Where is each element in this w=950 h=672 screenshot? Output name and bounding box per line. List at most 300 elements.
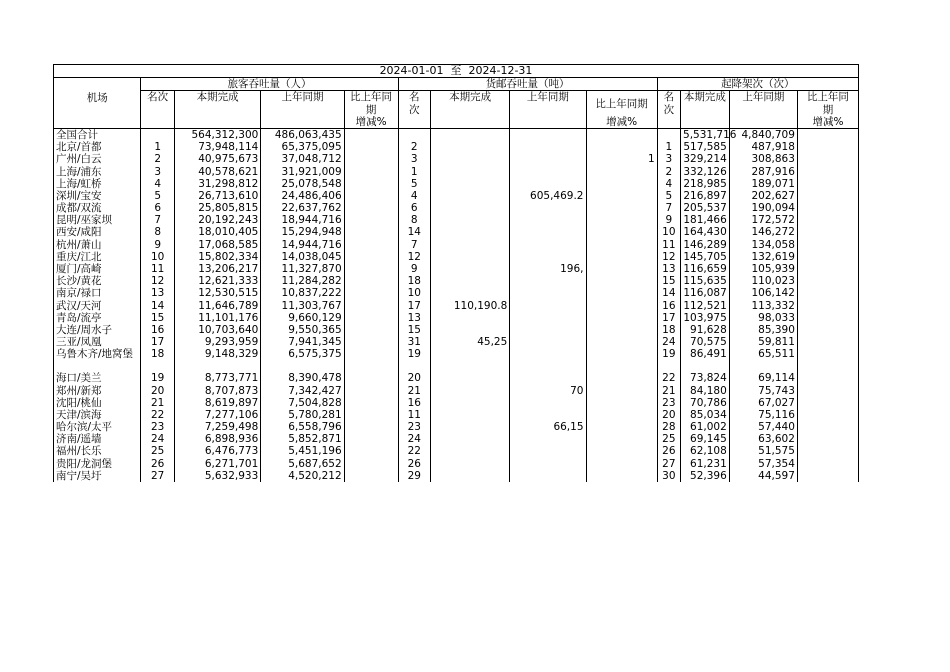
movement-rank: 25	[657, 433, 680, 445]
movement-current: 70,575	[681, 336, 730, 348]
passenger-current: 5,632,933	[174, 470, 260, 482]
cargo-yoy	[586, 348, 657, 372]
table-row	[54, 239, 859, 251]
cargo-last-year	[510, 239, 586, 251]
passenger-yoy	[344, 202, 398, 214]
passenger-yoy	[344, 445, 398, 457]
airport-name: 哈尔滨/太平	[54, 421, 141, 433]
passenger-current: 10,703,640	[174, 324, 260, 336]
cargo-yoy	[586, 445, 657, 457]
airport-name: 乌鲁木齐/地窝堡	[54, 348, 141, 372]
passenger-rank: 2	[141, 153, 175, 165]
cargo-rank: 23	[398, 421, 431, 433]
movement-rank: 18	[657, 324, 680, 336]
passenger-rank: 16	[141, 324, 175, 336]
cargo-last-year	[510, 178, 586, 190]
passenger-current: 18,010,405	[174, 226, 260, 238]
passenger-last-year: 9,660,129	[261, 312, 344, 324]
movement-last-year: 172,572	[729, 214, 797, 226]
cargo-current	[431, 275, 510, 287]
passenger-rank: 9	[141, 239, 175, 251]
cargo-rank-header-line2: 次	[398, 104, 431, 116]
cargo-current	[431, 178, 510, 190]
airport-name: 杭州/萧山	[54, 239, 141, 251]
cargo-rank-header-blank	[398, 116, 431, 129]
cargo-last-year	[510, 372, 586, 384]
passenger-last-year: 25,078,548	[261, 178, 344, 190]
movement-current: 145,705	[681, 251, 730, 263]
movement-last-year: 69,114	[729, 372, 797, 384]
passenger-current: 26,713,610	[174, 190, 260, 202]
passenger-yoy	[344, 141, 398, 153]
passenger-current: 8,619,897	[174, 397, 260, 409]
movement-last-year: 287,916	[729, 166, 797, 178]
passenger-current: 40,578,621	[174, 166, 260, 178]
passenger-yoy	[344, 263, 398, 275]
passenger-last-year: 11,303,767	[261, 300, 344, 312]
table-row	[54, 202, 859, 214]
table-row	[54, 324, 859, 336]
cargo-rank: 5	[398, 178, 431, 190]
cargo-yoy	[586, 166, 657, 178]
total-name: 全国合计	[54, 128, 141, 141]
passenger-last-year: 5,687,652	[261, 458, 344, 470]
movement-rank: 15	[657, 275, 680, 287]
passenger-last-year: 11,327,870	[261, 263, 344, 275]
passenger-rank: 11	[141, 263, 175, 275]
cargo-yoy	[586, 287, 657, 299]
movement-yoy	[797, 251, 858, 263]
passenger-rank: 1	[141, 141, 175, 153]
movement-rank: 1	[657, 141, 680, 153]
movement-yoy	[797, 312, 858, 324]
cargo-rank: 21	[398, 385, 431, 397]
passenger-rank: 26	[141, 458, 175, 470]
passenger-current: 8,773,771	[174, 372, 260, 384]
movement-rank: 16	[657, 300, 680, 312]
cargo-yoy	[586, 239, 657, 251]
movement-rank: 20	[657, 409, 680, 421]
movement-current: 205,537	[681, 202, 730, 214]
movement-rank: 11	[657, 239, 680, 251]
cargo-rank: 7	[398, 239, 431, 251]
movement-yoy	[797, 348, 858, 372]
passenger-current: 15,802,334	[174, 251, 260, 263]
passenger-rank: 8	[141, 226, 175, 238]
movement-last-year: 146,272	[729, 226, 797, 238]
movement-current: 332,126	[681, 166, 730, 178]
cargo-current	[431, 324, 510, 336]
passenger-rank: 24	[141, 433, 175, 445]
passenger-current: 40,975,673	[174, 153, 260, 165]
cargo-last-year	[510, 214, 586, 226]
movement-yoy	[797, 324, 858, 336]
cargo-last-year	[510, 287, 586, 299]
passenger-yoy	[344, 409, 398, 421]
passenger-yoy	[344, 470, 398, 482]
passenger-current: 7,277,106	[174, 409, 260, 421]
passenger-current: 6,271,701	[174, 458, 260, 470]
movement-group-header: 起降架次（次）	[657, 78, 858, 91]
movement-last-year: 98,033	[729, 312, 797, 324]
movement-last-year: 75,116	[729, 409, 797, 421]
airport-name: 济南/遥墙	[54, 433, 141, 445]
passenger-rank: 13	[141, 287, 175, 299]
cargo-current	[431, 458, 510, 470]
passenger-last-year: 5,780,281	[261, 409, 344, 421]
cargo-current	[431, 470, 510, 482]
movement-yoy	[797, 409, 858, 421]
cargo-current-header: 本期完成	[431, 91, 510, 129]
movement-current: 116,659	[681, 263, 730, 275]
passenger-rank: 6	[141, 202, 175, 214]
movement-last-year: 105,939	[729, 263, 797, 275]
cargo-yoy	[586, 372, 657, 384]
passenger-yoy	[344, 239, 398, 251]
passenger-current: 11,646,789	[174, 300, 260, 312]
cargo-yoy	[586, 312, 657, 324]
movement-rank: 4	[657, 178, 680, 190]
passenger-yoy	[344, 312, 398, 324]
movement-rank: 13	[657, 263, 680, 275]
passenger-rank: 7	[141, 214, 175, 226]
passenger-yoy	[344, 275, 398, 287]
movement-yoy-header-line2: 期	[797, 104, 858, 116]
period-title	[54, 65, 859, 78]
cargo-rank: 19	[398, 348, 431, 372]
airport-statistics-table	[53, 64, 859, 482]
table-row	[54, 421, 859, 433]
passenger-current: 12,530,515	[174, 287, 260, 299]
cargo-last-year	[510, 226, 586, 238]
movement-rank: 10	[657, 226, 680, 238]
movement-rank: 9	[657, 214, 680, 226]
cargo-rank: 20	[398, 372, 431, 384]
cargo-last-year-header: 上年同期	[510, 91, 586, 129]
cargo-rank: 24	[398, 433, 431, 445]
movement-yoy	[797, 153, 858, 165]
cargo-current	[431, 251, 510, 263]
passenger-current: 73,948,114	[174, 141, 260, 153]
movement-rank: 26	[657, 445, 680, 457]
movement-rank: 28	[657, 421, 680, 433]
passenger-yoy	[344, 421, 398, 433]
passenger-last-year: 31,921,009	[261, 166, 344, 178]
passenger-rank: 20	[141, 385, 175, 397]
cargo-rank: 12	[398, 251, 431, 263]
table-row	[54, 263, 859, 275]
cargo-current	[431, 166, 510, 178]
movement-current: 85,034	[681, 409, 730, 421]
passenger-current-header: 本期完成	[174, 91, 260, 129]
airport-name: 昆明/巫家坝	[54, 214, 141, 226]
table-row	[54, 287, 859, 299]
airport-name: 北京/首都	[54, 141, 141, 153]
movement-last-year: 65,511	[729, 348, 797, 372]
passenger-last-year: 7,504,828	[261, 397, 344, 409]
movement-yoy	[797, 166, 858, 178]
movement-last-year: 59,811	[729, 336, 797, 348]
movement-current: 146,289	[681, 239, 730, 251]
movement-last-year: 110,023	[729, 275, 797, 287]
passenger-rank: 22	[141, 409, 175, 421]
movement-last-year: 132,619	[729, 251, 797, 263]
passenger-yoy	[344, 458, 398, 470]
table-row	[54, 336, 859, 348]
cargo-last-year	[510, 348, 586, 372]
passenger-last-year: 14,038,045	[261, 251, 344, 263]
table-row	[54, 445, 859, 457]
passenger-last-year: 8,390,478	[261, 372, 344, 384]
movement-current: 52,396	[681, 470, 730, 482]
passenger-yoy	[344, 324, 398, 336]
airport-name: 海口/美兰	[54, 372, 141, 384]
movement-rank: 21	[657, 385, 680, 397]
cargo-last-year: 605,469.2	[510, 190, 586, 202]
movement-rank: 14	[657, 287, 680, 299]
total-pax: 564,312,300	[174, 128, 260, 141]
cargo-yoy	[586, 214, 657, 226]
cargo-yoy	[586, 470, 657, 482]
cargo-yoy	[586, 190, 657, 202]
cargo-yoy: 1	[586, 153, 657, 165]
movement-yoy	[797, 445, 858, 457]
passenger-yoy-header-line1: 比上年同	[344, 91, 398, 104]
passenger-last-year: 5,852,871	[261, 433, 344, 445]
movement-current: 517,585	[681, 141, 730, 153]
cargo-last-year	[510, 336, 586, 348]
passenger-rank: 10	[141, 251, 175, 263]
passenger-last-year: 14,944,716	[261, 239, 344, 251]
movement-rank: 27	[657, 458, 680, 470]
cargo-current	[431, 421, 510, 433]
cargo-yoy	[586, 300, 657, 312]
cargo-last-year: 66,15	[510, 421, 586, 433]
passenger-rank: 4	[141, 178, 175, 190]
passenger-yoy	[344, 385, 398, 397]
cargo-current	[431, 153, 510, 165]
cargo-rank: 2	[398, 141, 431, 153]
movement-current: 91,628	[681, 324, 730, 336]
cargo-yoy	[586, 433, 657, 445]
movement-current: 329,214	[681, 153, 730, 165]
passenger-yoy	[344, 226, 398, 238]
movement-current: 84,180	[681, 385, 730, 397]
cargo-last-year	[510, 397, 586, 409]
airport-name: 厦门/高崎	[54, 263, 141, 275]
cargo-last-year	[510, 141, 586, 153]
airport-header: 机场	[54, 78, 141, 129]
movement-current: 62,108	[681, 445, 730, 457]
movement-last-year: 57,354	[729, 458, 797, 470]
movement-last-year: 202,627	[729, 190, 797, 202]
cargo-yoy	[586, 336, 657, 348]
movement-yoy	[797, 190, 858, 202]
airport-name: 沈阳/桃仙	[54, 397, 141, 409]
passenger-yoy	[344, 433, 398, 445]
table-row	[54, 141, 859, 153]
movement-last-year: 51,575	[729, 445, 797, 457]
table-row	[54, 214, 859, 226]
table-row	[54, 397, 859, 409]
passenger-last-year: 7,342,427	[261, 385, 344, 397]
passenger-yoy	[344, 190, 398, 202]
passenger-rank: 27	[141, 470, 175, 482]
movement-yoy	[797, 214, 858, 226]
cargo-yoy	[586, 263, 657, 275]
cargo-yoy-header-line2: 增减%	[586, 116, 657, 129]
table-row	[54, 470, 859, 482]
airport-name: 南宁/吴圩	[54, 470, 141, 482]
passenger-yoy	[344, 287, 398, 299]
period-end: 2024-12-31	[468, 64, 533, 77]
table-row	[54, 300, 859, 312]
passenger-rank: 14	[141, 300, 175, 312]
cargo-last-year	[510, 166, 586, 178]
cargo-last-year	[510, 445, 586, 457]
cargo-current	[431, 372, 510, 384]
cargo-current	[431, 263, 510, 275]
passenger-rank: 19	[141, 372, 175, 384]
movement-rank: 5	[657, 190, 680, 202]
movement-current: 216,897	[681, 190, 730, 202]
movement-yoy	[797, 202, 858, 214]
movement-yoy	[797, 470, 858, 482]
passenger-yoy	[344, 336, 398, 348]
cargo-rank: 22	[398, 445, 431, 457]
movement-last-year: 113,332	[729, 300, 797, 312]
passenger-last-year: 65,375,095	[261, 141, 344, 153]
airport-name: 郑州/新郑	[54, 385, 141, 397]
table-row	[54, 458, 859, 470]
passenger-rank: 5	[141, 190, 175, 202]
cargo-last-year	[510, 251, 586, 263]
movement-yoy	[797, 336, 858, 348]
cargo-last-year	[510, 324, 586, 336]
airport-name: 天津/滨海	[54, 409, 141, 421]
cargo-current	[431, 239, 510, 251]
movement-yoy	[797, 141, 858, 153]
total-pax-last-year: 486,063,435	[261, 128, 344, 141]
passenger-yoy	[344, 153, 398, 165]
table-row	[54, 372, 859, 384]
cargo-yoy	[586, 226, 657, 238]
movement-last-year: 57,440	[729, 421, 797, 433]
movement-last-year: 63,602	[729, 433, 797, 445]
movement-rank: 7	[657, 202, 680, 214]
airport-name: 南京/禄口	[54, 287, 141, 299]
cargo-yoy	[586, 275, 657, 287]
movement-yoy	[797, 458, 858, 470]
passenger-last-year: 15,294,948	[261, 226, 344, 238]
passenger-current: 7,259,498	[174, 421, 260, 433]
period-start: 2024-01-01	[379, 64, 444, 77]
movement-yoy-header-line1: 比上年同	[797, 91, 858, 104]
passenger-rank: 25	[141, 445, 175, 457]
passenger-last-year: 9,550,365	[261, 324, 344, 336]
passenger-current: 13,206,217	[174, 263, 260, 275]
cargo-rank: 26	[398, 458, 431, 470]
passenger-last-year: 5,451,196	[261, 445, 344, 457]
movement-current: 73,824	[681, 372, 730, 384]
passenger-current: 12,621,333	[174, 275, 260, 287]
table-row	[54, 312, 859, 324]
cargo-last-year	[510, 153, 586, 165]
movement-current: 70,786	[681, 397, 730, 409]
cargo-current	[431, 312, 510, 324]
movement-current: 112,521	[681, 300, 730, 312]
cargo-yoy	[586, 421, 657, 433]
passenger-yoy	[344, 214, 398, 226]
airport-name: 长沙/黄花	[54, 275, 141, 287]
movement-current: 116,087	[681, 287, 730, 299]
airport-name: 青岛/流亭	[54, 312, 141, 324]
movement-yoy	[797, 263, 858, 275]
cargo-yoy	[586, 324, 657, 336]
passenger-yoy	[344, 166, 398, 178]
passenger-last-year: 11,284,282	[261, 275, 344, 287]
airport-name: 三亚/凤凰	[54, 336, 141, 348]
passenger-current: 20,192,243	[174, 214, 260, 226]
table-row	[54, 275, 859, 287]
airport-name: 贵阳/龙洞堡	[54, 458, 141, 470]
passenger-last-year: 4,520,212	[261, 470, 344, 482]
passenger-rank: 12	[141, 275, 175, 287]
table-row	[54, 385, 859, 397]
passenger-rank: 21	[141, 397, 175, 409]
cargo-last-year	[510, 458, 586, 470]
cargo-last-year	[510, 275, 586, 287]
airport-name: 西安/咸阳	[54, 226, 141, 238]
passenger-last-year: 22,637,762	[261, 202, 344, 214]
movement-current: 86,491	[681, 348, 730, 372]
cargo-rank: 11	[398, 409, 431, 421]
cargo-current	[431, 202, 510, 214]
airport-name: 重庆/江北	[54, 251, 141, 263]
movement-last-year: 308,863	[729, 153, 797, 165]
movement-last-year: 85,390	[729, 324, 797, 336]
passenger-yoy	[344, 348, 398, 372]
passenger-yoy-header-line2: 期	[344, 104, 398, 116]
cargo-current	[431, 445, 510, 457]
cargo-yoy	[586, 409, 657, 421]
movement-yoy	[797, 385, 858, 397]
movement-yoy	[797, 239, 858, 251]
cargo-last-year	[510, 433, 586, 445]
movement-current: 115,635	[681, 275, 730, 287]
movement-last-year-header: 上年同期	[729, 91, 797, 129]
passenger-current: 11,101,176	[174, 312, 260, 324]
cargo-current	[431, 348, 510, 372]
cargo-last-year	[510, 312, 586, 324]
cargo-current	[431, 397, 510, 409]
movement-current: 103,975	[681, 312, 730, 324]
movement-last-year: 75,743	[729, 385, 797, 397]
total-row	[54, 128, 859, 141]
table-row	[54, 153, 859, 165]
cargo-rank-header-line1: 名	[398, 91, 431, 104]
movement-last-year: 190,094	[729, 202, 797, 214]
movement-yoy	[797, 372, 858, 384]
movement-rank: 19	[657, 348, 680, 372]
passenger-rank: 23	[141, 421, 175, 433]
passenger-last-year-header: 上年同期	[261, 91, 344, 129]
movement-rank: 30	[657, 470, 680, 482]
table-row	[54, 190, 859, 202]
passenger-current: 6,476,773	[174, 445, 260, 457]
movement-rank-header-line1: 名	[657, 91, 680, 104]
cargo-rank: 10	[398, 287, 431, 299]
